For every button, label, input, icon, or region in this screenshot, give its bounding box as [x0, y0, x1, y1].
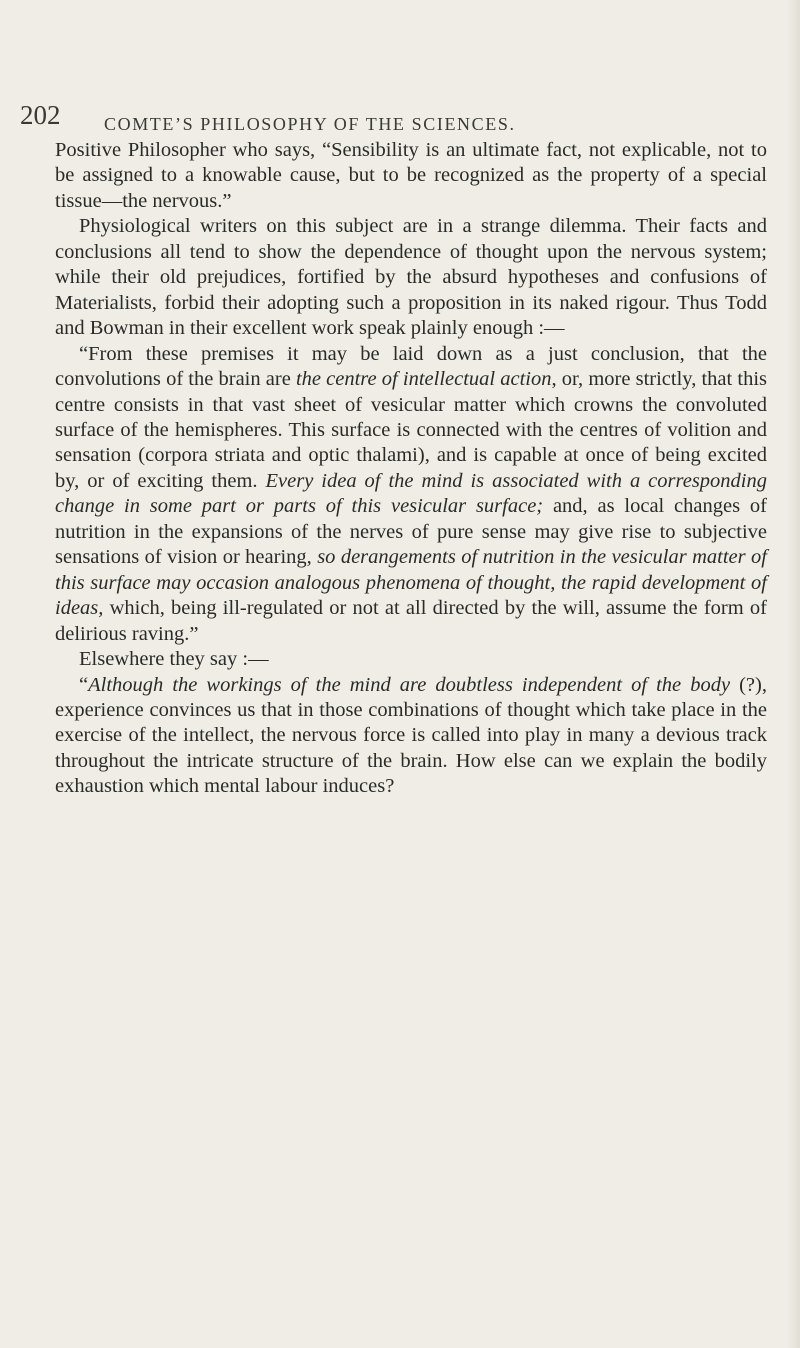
emphasis-text: so derangements of nutrition in the vesicular matter of this surface may occasion analogous phenomena of thought, the rapid development of ideas, [55, 546, 767, 620]
emphasis-text: the centre of intellectual action [295, 368, 552, 391]
running-title: COMTE’S PHILOSOPHY OF THE SCIENCES. [104, 114, 516, 134]
page-number: 202 [20, 100, 61, 130]
page-edge [786, 0, 800, 1348]
quote-text: and, as local changes of nutrition in the expansions of the nerves of pure sense may give rise to subjective sensations of vision or hearing, [55, 495, 767, 569]
quote-text: , or, more strictly, that this centre consists in that vast sheet of vesicular matter which crowns the convoluted surface of the hemispheres. This surface is connected with the centres of volition and sensation (corpora striata and optic thalami), and is capable at once of being excited by, or of exciting them. [55, 368, 767, 492]
body-text [55, 138, 767, 800]
paragraph-1: Positive Philosopher who says, “Sensibility is an ultimate fact, not explicable, not to be assigned to a knowable cause, but to be recognized as the property of a special tissue—the nervous.” [55, 139, 767, 212]
quote-text: which, being ill-regulated or not at all directed by the will, assume the form of delirious raving.” [55, 597, 767, 645]
quote-text: (?), experience convinces us that in those combinations of thought which take place in the exercise of the intellect, the nervous force is called into play in many a devious track throughout the intricate structure of the brain. How else can we explain the bodily exhaustion which mental labour induces? [55, 673, 767, 798]
paragraph-4: Elsewhere they say :— [79, 648, 269, 671]
emphasis-text: Every idea of the mind is associated with a corresponding change in some part or parts of this vesicular surface; [55, 469, 767, 518]
paragraph-3-quote [55, 342, 767, 647]
paragraph-5-quote [55, 673, 767, 800]
emphasis-text: Although the workings of the mind are doubtless independent of the body [88, 673, 731, 696]
quote-text: “From these premises it may be laid down as a just conclusion, that the convolutions of the brain are [55, 342, 767, 391]
paragraph-2: Physiological writers on this subject are in a strange dilemma. Their facts and conclusions all tend to show the dependence of thought upon the nervous system; while their old prejudices, fortified by the absurd hypotheses and confusions of Materialists, forbid their adopting such a proposition in its naked rigour. Thus Todd and Bowman in their excellent work speak plainly enough :— [55, 215, 767, 340]
quote-open: “ [79, 673, 89, 696]
